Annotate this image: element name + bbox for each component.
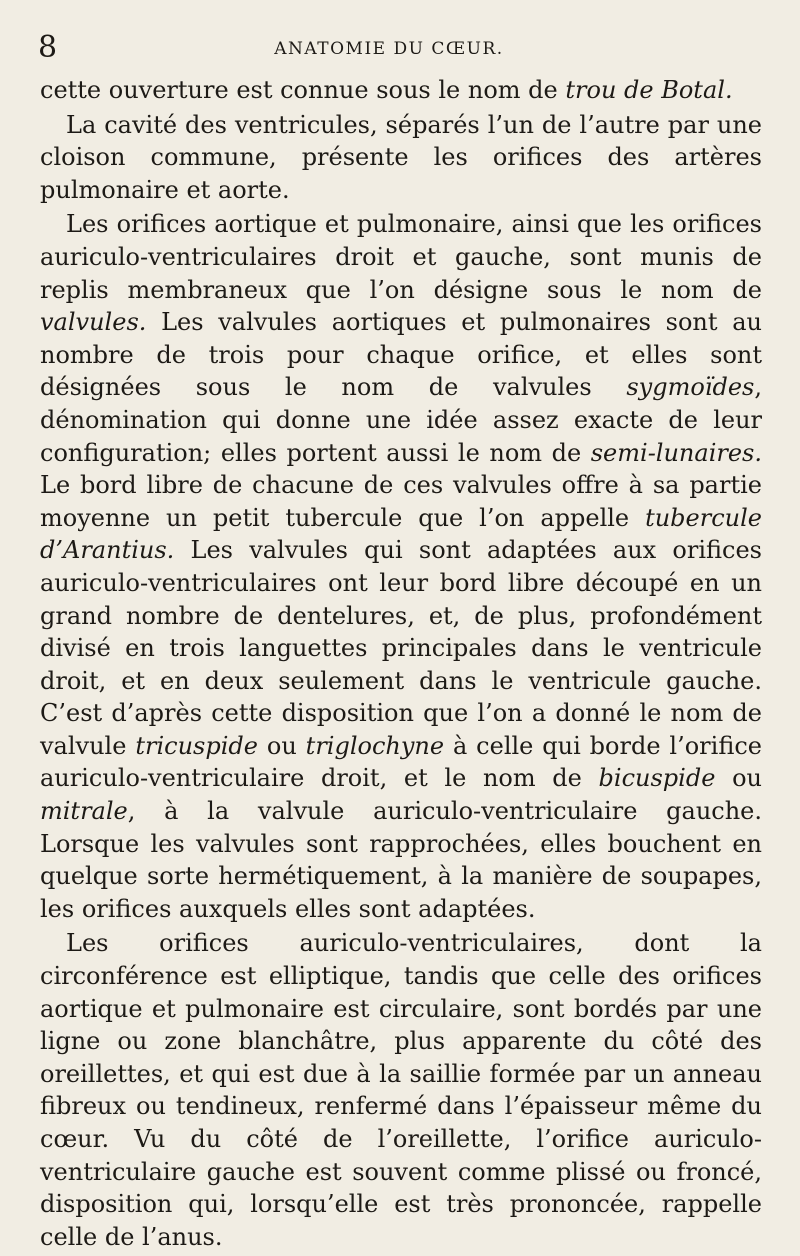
text-run: Le bord libre de chacune de ces valvules offre à sa partie moyenne un petit tubercule que l’on appelle <box>40 471 762 532</box>
italic-term: trou de Botal. <box>565 76 733 104</box>
paragraph <box>40 208 762 925</box>
running-title: ANATOMIE DU CŒUR. <box>274 39 504 59</box>
text-run: La cavité des ventricules, séparés l’un de l’autre par une cloison commune, présente les orifices des artères pulmonaire et aorte. <box>40 110 762 204</box>
italic-term: tricuspide <box>135 731 258 760</box>
paragraph <box>40 109 762 207</box>
italic-term: triglochyne <box>305 731 445 760</box>
page-header <box>38 30 740 66</box>
paragraph <box>40 927 762 1253</box>
italic-term: semi-lunaires. <box>590 438 762 467</box>
text-run: ou <box>715 764 762 793</box>
text-run: Les valvules qui sont adaptées aux orifices auriculo-ventriculaires ont leur bord libre découpé en un grand nombre de dentelures, et, de plus, profondément divisé en trois languettes principales dans le ventricule droit, et en deux seulement dans le ventricule gauche. C’est d’après cette disposition que l’on a donné le nom de valvule <box>40 536 762 760</box>
italic-term: valvules. <box>40 308 147 337</box>
italic-term: tubercule d’Arantius. <box>40 503 762 565</box>
italic-term: mitrale <box>40 797 128 826</box>
paragraph <box>40 74 762 107</box>
text-run: Les valvules aortiques et pulmonaires sont au nombre de trois pour chaque orifice, et elles sont désignées sous le nom de valvules <box>40 308 762 402</box>
text-run: cette ouverture est connue sous le nom de <box>40 76 566 104</box>
text-run: à celle qui borde l’orifice auriculo-ventriculaire droit, et le nom de <box>40 731 762 793</box>
text-run: , à la valvule auriculo-ventriculaire gauche. Lorsque les valvules sont rapprochées, elles bouchent en quelque sorte hermétiquement, à la manière de soupapes, les orifices auxquels elles sont adaptées. <box>40 797 762 923</box>
text-run: Les orifices aortique et pulmonaire, ainsi que les orifices auriculo-ventriculaires droit et gauche, sont munis de replis membraneux que l’on désigne sous le nom de <box>40 210 762 304</box>
italic-term: bicuspide <box>598 764 716 793</box>
text-run: Les orifices auriculo-ventriculaires, dont la circonférence est elliptique, tandis que celle des orifices aortique et pulmonaire est circulaire, sont bordés par une ligne ou zone blanchâtre, plus apparente du côté des oreillettes, et qui est due à la saillie formée par un anneau fibreux ou tendineux, renfermé dans l’épaisseur même du cœur. Vu du côté de l’oreillette, l’orifice auriculo-ventriculaire gauche est souvent comme plissé ou froncé, disposition qui, lorsqu’elle est très prononcée, rappelle celle de l’anus. <box>40 929 762 1251</box>
page-number: 8 <box>38 30 58 65</box>
text-run: ou <box>257 731 306 760</box>
italic-term: sygmoïdes <box>626 373 755 402</box>
page-body <box>40 74 762 1253</box>
text-run: , dénomination qui donne une idée assez exacte de leur configuration; elles portent aussi le nom de <box>40 373 762 467</box>
